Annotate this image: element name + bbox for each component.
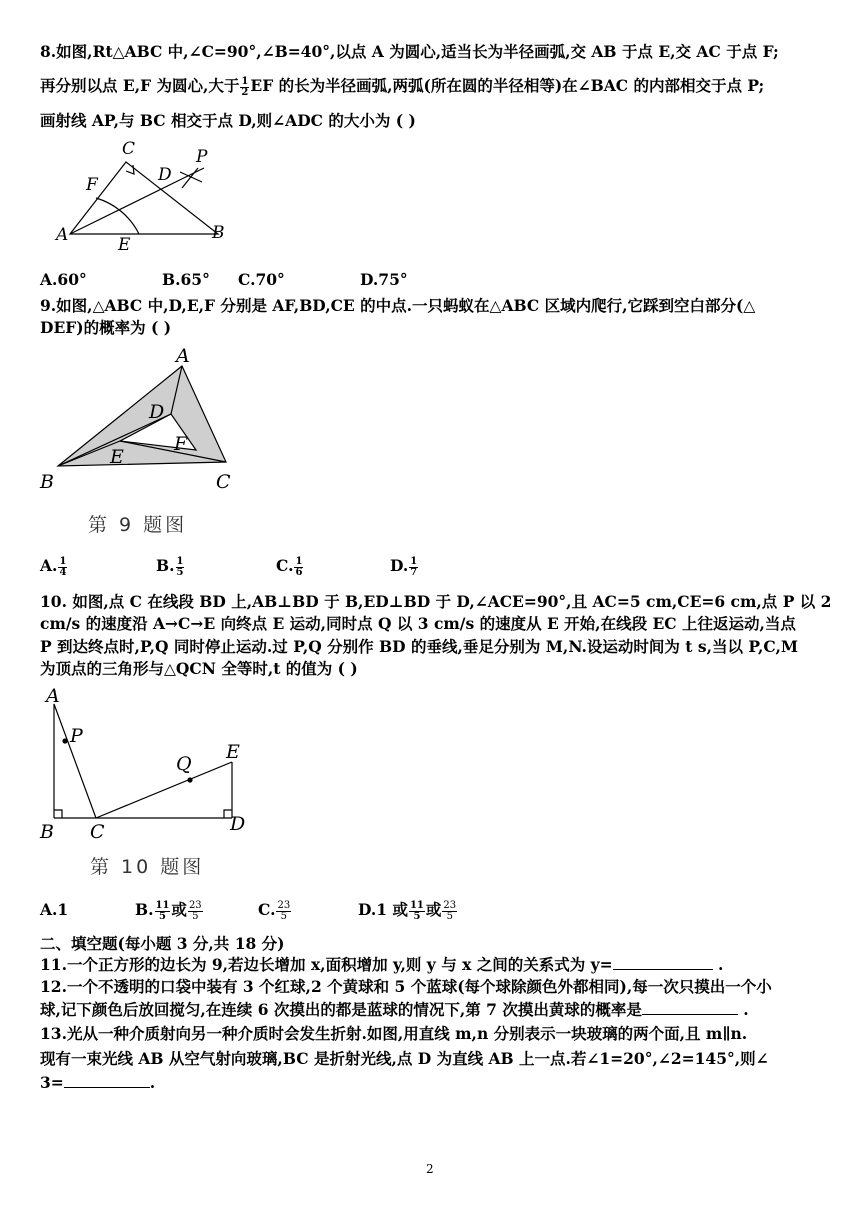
q9-option-b: B. $\frac{1}{5}$ [156, 555, 184, 578]
q9-line2: DEF)的概率为 ( ) [40, 318, 172, 337]
section-2-heading: 二、填空题(每小题 3 分,共 18 分) [40, 934, 285, 953]
q11-answer-blank[interactable] [613, 955, 713, 970]
q8-right-angle [126, 165, 134, 174]
q13-answer-blank[interactable] [64, 1073, 150, 1088]
q8-label-a: A [56, 225, 69, 245]
q8-line2b: EF 的长为半径画弧,两弧(所在圆的半径相等)在∠BAC 的内部相交于点 P; [250, 76, 765, 95]
q9-label-b: B [40, 471, 54, 493]
q10-point-p [62, 738, 67, 743]
q9-option-a: A. $\frac{1}{4}$ [40, 555, 67, 578]
q10-label-b: B [40, 821, 54, 843]
q9-label-c: C [216, 471, 231, 493]
q8-label-e: E [118, 235, 131, 254]
q9-label-a: A [176, 345, 190, 367]
q8-arc-p2 [180, 172, 202, 182]
q8-label-c: C [122, 139, 136, 159]
q8-option-c: C.70° [238, 270, 285, 289]
q10-label-q: Q [176, 753, 192, 775]
page-number: 2 [426, 1162, 434, 1176]
q13-line1: 13.光从一种介质射向另一种介质时会发生折射.如图,用直线 m,n 分别表示一块玻璃的两个面,且 m∥n. [40, 1024, 748, 1043]
q9-label-d: D [149, 401, 165, 423]
q10-label-d: D [230, 813, 246, 835]
q8-line1: 8.如图,Rt△ABC 中,∠C=90°,∠B=40°,以点 A 为圆心,适当长为半径画弧,交 AB 于点 E,交 AC 于点 F; [40, 42, 779, 61]
q10-label-c: C [90, 821, 105, 843]
q10-caption: 第 10 题图 [90, 856, 205, 878]
q9-option-d: D. $\frac{1}{7}$ [390, 555, 418, 578]
q10-line3: P 到达终点时,P,Q 同时停止运动.过 P,Q 分别作 BD 的垂线,垂足分别为 M,N.设运动时间为 t s,当以 P,C,M [40, 637, 799, 656]
q12-answer-blank[interactable] [642, 1000, 738, 1015]
q9-figure [36, 344, 246, 494]
q8-option-d: D.75° [360, 270, 408, 289]
q8-label-f: F [86, 175, 98, 195]
q9-label-f: F [174, 433, 188, 455]
q10-label-p: P [70, 725, 83, 747]
q8-label-b: B [212, 223, 225, 243]
q13-line3: 3= . [40, 1073, 156, 1092]
q8-line3: 画射线 AP,与 BC 相交于点 D,则∠ADC 的大小为 ( ) [40, 111, 416, 130]
q10-line4: 为顶点的三角形与△QCN 全等时,t 的值为 ( ) [40, 659, 358, 678]
q10-point-q [187, 777, 192, 782]
q8-option-a: A.60° [40, 270, 87, 289]
q8-half-fraction: $\frac{1}{2}$ [241, 75, 249, 98]
q13-line2: 现有一束光线 AB 从空气射向玻璃,BC 是折射光线,点 D 为直线 AB 上一点.若∠1=20°,∠2=145°,则∠ [40, 1049, 769, 1068]
q10-option-b: B. $\frac{11}{5}$ 或 $\frac{23}{5}$ [135, 899, 202, 922]
q8-line2 [40, 76, 764, 98]
q9-option-c: C. $\frac{1}{6}$ [276, 555, 303, 578]
q8-label-d: D [158, 165, 172, 185]
q10-label-a: A [46, 686, 60, 707]
q12-line2: 球,记下颜色后放回搅匀,在连续 6 次摸出的都是蓝球的情况下,第 7 次摸出黄球的概率是 . [40, 1000, 749, 1019]
q9-triangle-abc [58, 366, 226, 466]
q10-line2: cm/s 的速度沿 A→C→E 向终点 E 运动,同时点 Q 以 3 cm/s 的速度从 E 开始,在线段 EC 上往返运动,当点 [40, 614, 796, 633]
q11: 11.一个正方形的边长为 9,若边长增加 x,面积增加 y,则 y 与 x 之间的关系式为 y= . [40, 955, 724, 974]
q8-figure [50, 138, 230, 254]
q12-line1: 12.一个不透明的口袋中装有 3 个红球,2 个黄球和 5 个蓝球(每个球除颜色外都相同),每一次只摸出一个小 [40, 977, 772, 996]
q10-figure [36, 686, 256, 846]
q8-option-b: B.65° [162, 270, 210, 289]
q10-option-a: A.1 [40, 900, 69, 919]
q9-label-e: E [110, 446, 124, 468]
q10-option-d: D.1 或 $\frac{11}{5}$ 或 $\frac{23}{5}$ [358, 899, 457, 922]
q8-label-p: P [196, 147, 208, 167]
q10-line1: 10. 如图,点 C 在线段 BD 上,AB⊥BD 于 B,ED⊥BD 于 D,∠ACE=90°,且 AC=5 cm,CE=6 cm,点 P 以 2 [40, 592, 832, 611]
q9-caption: 第 9 题图 [88, 514, 188, 536]
q9-line1: 9.如图,△ABC 中,D,E,F 分别是 AF,BD,CE 的中点.一只蚂蚁在△ABC 区域内爬行,它踩到空白部分(△ [40, 296, 756, 315]
q10-label-e: E [226, 741, 240, 763]
q8-line2a: 再分别以点 E,F 为圆心,大于 [40, 76, 240, 95]
q10-option-c: C. $\frac{23}{5}$ [258, 899, 291, 922]
